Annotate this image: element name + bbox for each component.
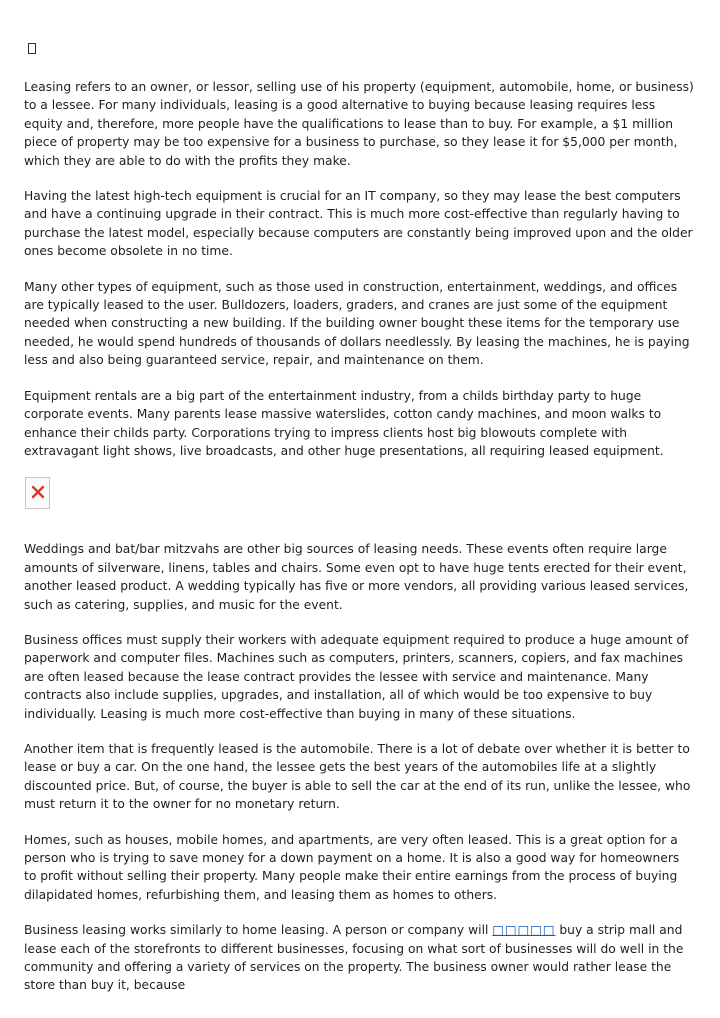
paragraph-3: Many other types of equipment, such as those used in construction, entertainment, weddings, and offices are typically leased to the user. Bulldozers, loaders, graders, and cranes are just some of the equipment needed when constructing a new building. If the building owner bought these items for the temporary use needed, he would spend hundreds of thousands of dollars needlessly. By leasing the machines, he is paying less and also being guaranteed service, repair, and maintenance on them. xyxy=(24,279,690,368)
paragraph-6: Business offices must supply their workers with adequate equipment required to produce a huge amount of paperwork and computer files. Machines such as computers, printers, scanners, copiers, and fax machines are often leased because the lease contract provides the lessee with service and maintenance. Many contracts also include supplies, upgrades, and installation, all of which would be too expensive to buy individually. Leasing is much more cost-effective than buying in many of these situations. xyxy=(24,632,689,721)
paragraph-2: Having the latest high-tech equipment is crucial for an IT company, so they may lease the best computers and have a continuing upgrade in their contract. This is much more cost-effective than regularly having to purchase the latest model, especially because computers are constantly being improved upon and the older ones become obsolete in no time. xyxy=(24,189,693,259)
red-x-icon xyxy=(31,485,45,499)
paragraph-5: Weddings and bat/bar mitzvahs are other big sources of leasing needs. These events often require large amounts of silverware, linens, tables and chairs. Some even opt to have huge tents erected for their event, another leased product. A wedding typically has five or more vendors, all providing various leased services, such as catering, supplies, and music for the event. xyxy=(24,542,689,612)
paragraph-9-start: Business leasing works similarly to home leasing. A person or company will xyxy=(24,923,493,938)
paragraph-4: Equipment rentals are a big part of the entertainment industry, from a childs birthday party to huge corporate events. Many parents lease massive waterslides, cotton candy machines, and moon walks to enhance their childs party. Corporations trying to impress clients host big blowouts complete with extravagant light shows, live broadcasts, and other huge presentations, all requiring leased equipment. xyxy=(24,388,664,458)
paragraph-9-end: buy a strip mall and lease each of the storefronts to different businesses, focusing on what sort of businesses will do well in the community and offering a variety of services on the property. The business owner would rather lease the store than buy it, because xyxy=(24,923,684,993)
missing-glyph-icon xyxy=(28,43,36,54)
broken-image-icon xyxy=(25,477,50,509)
paragraph-8: Homes, such as houses, mobile homes, and apartments, are very often leased. This is a great option for a person who is trying to save money for a down payment on a home. It is also a good way for homeowners to profit without selling their property. Many people make their entire earnings from the process of buying dilapidated homes, refurbishing them, and leasing them as homes to others. xyxy=(24,832,680,902)
paragraph-9 xyxy=(24,921,694,995)
inline-link[interactable]: □□□□□ xyxy=(492,923,556,938)
paragraph-7: Another item that is frequently leased is the automobile. There is a lot of debate over whether it is better to lease or buy a car. On the one hand, the lessee gets the best years of the automobiles life at a slightly discounted price. But, of course, the buyer is able to sell the car at the end of its run, unlike the lessee, who must return it to the owner for no monetary return. xyxy=(24,741,691,812)
paragraph-1: Leasing refers to an owner, or lessor, selling use of his property (equipment, automobile, home, or business) to a lessee. For many individuals, leasing is a good alternative to buying because leasing requires less equity and, therefore, more people have the qualifications to lease than to buy. For example, a $1 million piece of property may be too expensive for a business to purchase, so they lease it for $5,000 per month, which they are able to do with the profits they make. xyxy=(24,80,694,168)
